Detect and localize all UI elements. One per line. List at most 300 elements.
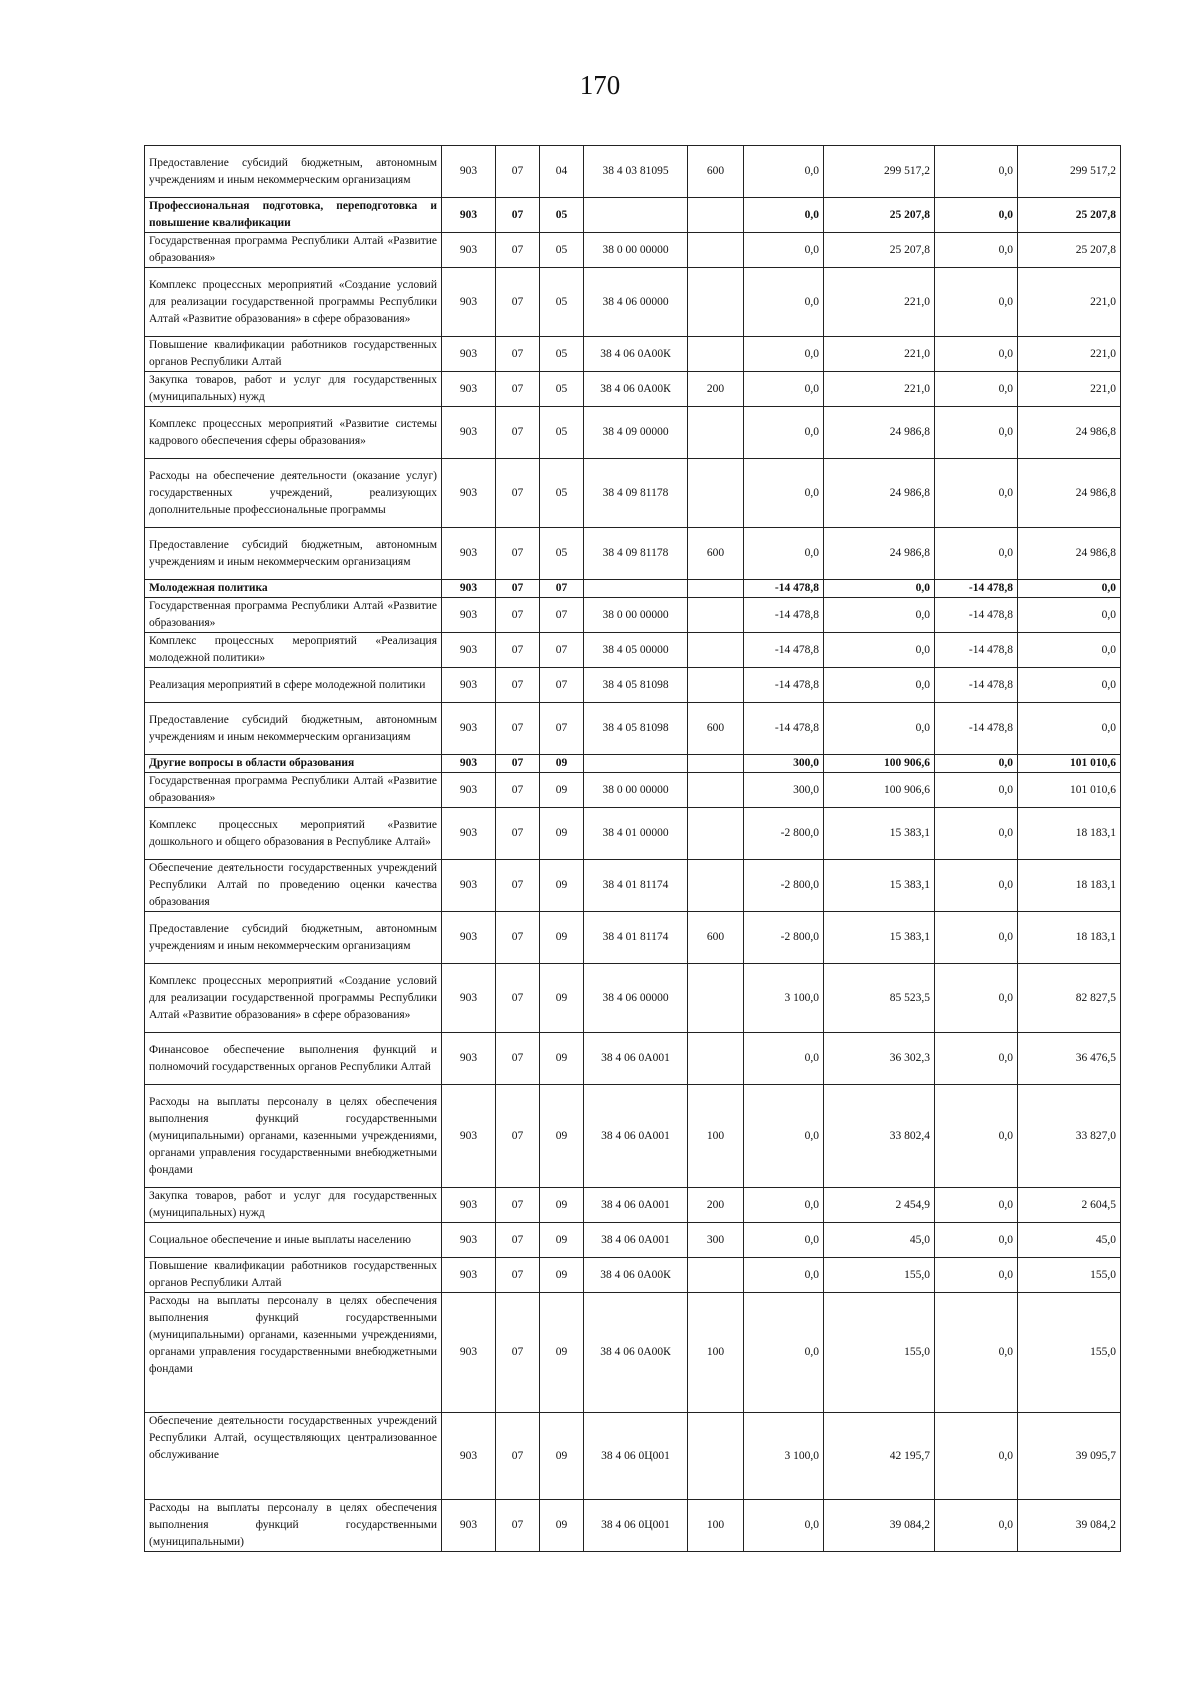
cell-subsection: 05 bbox=[540, 337, 584, 372]
cell-name: Повышение квалификации работников государственных органов Республики Алтай bbox=[145, 337, 442, 372]
cell-amount-2: 2 454,9 bbox=[824, 1188, 935, 1223]
cell-target-article: 38 4 06 0А001 bbox=[584, 1188, 688, 1223]
cell-expense-type bbox=[688, 808, 744, 860]
cell-expense-type: 600 bbox=[688, 703, 744, 755]
cell-target-article bbox=[584, 198, 688, 233]
cell-amount-4: 18 183,1 bbox=[1018, 912, 1121, 964]
cell-section: 07 bbox=[496, 860, 540, 912]
cell-amount-1: 0,0 bbox=[744, 1188, 824, 1223]
cell-expense-type bbox=[688, 755, 744, 773]
cell-amount-3: 0,0 bbox=[935, 860, 1018, 912]
cell-target-article: 38 4 03 81095 bbox=[584, 146, 688, 198]
cell-grbs-code: 903 bbox=[442, 528, 496, 580]
cell-amount-1: -14 478,8 bbox=[744, 703, 824, 755]
cell-target-article: 38 0 00 00000 bbox=[584, 773, 688, 808]
cell-target-article: 38 4 09 81178 bbox=[584, 528, 688, 580]
cell-amount-1: -14 478,8 bbox=[744, 598, 824, 633]
table-row bbox=[145, 1293, 1121, 1413]
cell-name: Реализация мероприятий в сфере молодежной политики bbox=[145, 668, 442, 703]
cell-amount-1: 0,0 bbox=[744, 1500, 824, 1552]
cell-subsection: 07 bbox=[540, 598, 584, 633]
cell-subsection: 09 bbox=[540, 1413, 584, 1500]
cell-grbs-code: 903 bbox=[442, 860, 496, 912]
cell-amount-1: -2 800,0 bbox=[744, 860, 824, 912]
cell-subsection: 09 bbox=[540, 860, 584, 912]
cell-amount-1: 300,0 bbox=[744, 755, 824, 773]
cell-subsection: 09 bbox=[540, 808, 584, 860]
cell-target-article: 38 4 09 00000 bbox=[584, 407, 688, 459]
cell-name: Комплекс процессных мероприятий «Создание условий для реализации государственной программы Республики Алтай «Развитие образования» в сфере образования» bbox=[145, 268, 442, 337]
cell-target-article: 38 0 00 00000 bbox=[584, 233, 688, 268]
cell-section: 07 bbox=[496, 668, 540, 703]
cell-amount-2: 0,0 bbox=[824, 598, 935, 633]
cell-subsection: 05 bbox=[540, 407, 584, 459]
table-row bbox=[145, 407, 1121, 459]
cell-expense-type bbox=[688, 1033, 744, 1085]
cell-section: 07 bbox=[496, 268, 540, 337]
cell-grbs-code: 903 bbox=[442, 1500, 496, 1552]
cell-amount-4: 39 084,2 bbox=[1018, 1500, 1121, 1552]
cell-amount-1: 0,0 bbox=[744, 1223, 824, 1258]
cell-amount-4: 221,0 bbox=[1018, 372, 1121, 407]
cell-grbs-code: 903 bbox=[442, 580, 496, 598]
cell-amount-4: 155,0 bbox=[1018, 1293, 1121, 1413]
cell-section: 07 bbox=[496, 580, 540, 598]
cell-amount-3: 0,0 bbox=[935, 1085, 1018, 1188]
cell-amount-3: 0,0 bbox=[935, 233, 1018, 268]
cell-section: 07 bbox=[496, 233, 540, 268]
cell-name: Предоставление субсидий бюджетным, автономным учреждениям и иным некоммерческим организациям bbox=[145, 912, 442, 964]
cell-target-article: 38 4 01 81174 bbox=[584, 912, 688, 964]
cell-name: Комплекс процессных мероприятий «Развитие системы кадрового обеспечения сферы образования» bbox=[145, 407, 442, 459]
cell-grbs-code: 903 bbox=[442, 1223, 496, 1258]
cell-name: Профессиональная подготовка, переподготовка и повышение квалификации bbox=[145, 198, 442, 233]
cell-amount-2: 221,0 bbox=[824, 337, 935, 372]
cell-amount-4: 24 986,8 bbox=[1018, 407, 1121, 459]
cell-expense-type: 300 bbox=[688, 1223, 744, 1258]
cell-amount-3: 0,0 bbox=[935, 964, 1018, 1033]
cell-amount-3: 0,0 bbox=[935, 1188, 1018, 1223]
cell-expense-type bbox=[688, 773, 744, 808]
cell-amount-2: 24 986,8 bbox=[824, 407, 935, 459]
cell-expense-type bbox=[688, 964, 744, 1033]
cell-target-article: 38 4 06 0А00К bbox=[584, 337, 688, 372]
cell-amount-2: 221,0 bbox=[824, 372, 935, 407]
cell-amount-3: 0,0 bbox=[935, 268, 1018, 337]
cell-amount-4: 221,0 bbox=[1018, 337, 1121, 372]
cell-section: 07 bbox=[496, 198, 540, 233]
cell-amount-4: 221,0 bbox=[1018, 268, 1121, 337]
cell-name: Расходы на выплаты персоналу в целях обеспечения выполнения функций государственными (муниципальными) bbox=[145, 1500, 442, 1552]
cell-section: 07 bbox=[496, 337, 540, 372]
cell-grbs-code: 903 bbox=[442, 1188, 496, 1223]
cell-expense-type: 600 bbox=[688, 912, 744, 964]
table-row bbox=[145, 459, 1121, 528]
cell-amount-1: 0,0 bbox=[744, 1085, 824, 1188]
cell-target-article: 38 4 06 0А00К bbox=[584, 1258, 688, 1293]
table-row bbox=[145, 372, 1121, 407]
cell-amount-1: -2 800,0 bbox=[744, 912, 824, 964]
cell-expense-type bbox=[688, 633, 744, 668]
cell-section: 07 bbox=[496, 1033, 540, 1085]
cell-target-article: 38 4 01 00000 bbox=[584, 808, 688, 860]
cell-amount-3: 0,0 bbox=[935, 1258, 1018, 1293]
cell-section: 07 bbox=[496, 1413, 540, 1500]
cell-amount-2: 24 986,8 bbox=[824, 459, 935, 528]
table-row bbox=[145, 1223, 1121, 1258]
cell-subsection: 09 bbox=[540, 1258, 584, 1293]
cell-section: 07 bbox=[496, 1258, 540, 1293]
table-row bbox=[145, 268, 1121, 337]
cell-grbs-code: 903 bbox=[442, 146, 496, 198]
cell-section: 07 bbox=[496, 407, 540, 459]
cell-subsection: 09 bbox=[540, 773, 584, 808]
budget-table bbox=[144, 145, 1121, 1552]
cell-amount-4: 33 827,0 bbox=[1018, 1085, 1121, 1188]
cell-amount-4: 36 476,5 bbox=[1018, 1033, 1121, 1085]
cell-section: 07 bbox=[496, 633, 540, 668]
table-row bbox=[145, 1258, 1121, 1293]
cell-amount-3: -14 478,8 bbox=[935, 703, 1018, 755]
table-row bbox=[145, 528, 1121, 580]
cell-amount-1: 3 100,0 bbox=[744, 964, 824, 1033]
cell-amount-4: 2 604,5 bbox=[1018, 1188, 1121, 1223]
cell-expense-type bbox=[688, 459, 744, 528]
cell-grbs-code: 903 bbox=[442, 1413, 496, 1500]
cell-expense-type bbox=[688, 1413, 744, 1500]
cell-amount-3: 0,0 bbox=[935, 146, 1018, 198]
cell-amount-4: 25 207,8 bbox=[1018, 198, 1121, 233]
cell-amount-2: 85 523,5 bbox=[824, 964, 935, 1033]
page-number: 170 bbox=[579, 70, 621, 100]
cell-section: 07 bbox=[496, 372, 540, 407]
cell-amount-1: -14 478,8 bbox=[744, 668, 824, 703]
cell-section: 07 bbox=[496, 598, 540, 633]
cell-name: Закупка товаров, работ и услуг для государственных (муниципальных) нужд bbox=[145, 1188, 442, 1223]
cell-grbs-code: 903 bbox=[442, 964, 496, 1033]
cell-subsection: 09 bbox=[540, 755, 584, 773]
cell-amount-2: 42 195,7 bbox=[824, 1413, 935, 1500]
cell-section: 07 bbox=[496, 964, 540, 1033]
cell-amount-3: -14 478,8 bbox=[935, 668, 1018, 703]
cell-amount-2: 0,0 bbox=[824, 703, 935, 755]
cell-amount-2: 45,0 bbox=[824, 1223, 935, 1258]
cell-subsection: 05 bbox=[540, 459, 584, 528]
cell-name: Обеспечение деятельности государственных учреждений Республики Алтай по проведению оценки качества образования bbox=[145, 860, 442, 912]
cell-amount-2: 155,0 bbox=[824, 1258, 935, 1293]
cell-name: Комплекс процессных мероприятий «Реализация молодежной политики» bbox=[145, 633, 442, 668]
cell-amount-3: 0,0 bbox=[935, 912, 1018, 964]
cell-subsection: 05 bbox=[540, 528, 584, 580]
cell-subsection: 09 bbox=[540, 1223, 584, 1258]
cell-amount-4: 0,0 bbox=[1018, 598, 1121, 633]
cell-amount-2: 25 207,8 bbox=[824, 198, 935, 233]
cell-amount-4: 24 986,8 bbox=[1018, 459, 1121, 528]
cell-grbs-code: 903 bbox=[442, 912, 496, 964]
cell-amount-3: 0,0 bbox=[935, 407, 1018, 459]
cell-amount-4: 25 207,8 bbox=[1018, 233, 1121, 268]
cell-amount-4: 0,0 bbox=[1018, 668, 1121, 703]
cell-amount-3: 0,0 bbox=[935, 1033, 1018, 1085]
cell-amount-2: 39 084,2 bbox=[824, 1500, 935, 1552]
cell-amount-1: 3 100,0 bbox=[744, 1413, 824, 1500]
cell-section: 07 bbox=[496, 1223, 540, 1258]
cell-grbs-code: 903 bbox=[442, 268, 496, 337]
table-row bbox=[145, 337, 1121, 372]
cell-grbs-code: 903 bbox=[442, 337, 496, 372]
cell-expense-type: 100 bbox=[688, 1500, 744, 1552]
table-row bbox=[145, 912, 1121, 964]
cell-name: Расходы на обеспечение деятельности (оказание услуг) государственных учреждений, реализующих дополнительные профессиональные программы bbox=[145, 459, 442, 528]
cell-section: 07 bbox=[496, 459, 540, 528]
cell-name: Молодежная политика bbox=[145, 580, 442, 598]
cell-target-article: 38 4 05 81098 bbox=[584, 668, 688, 703]
cell-amount-2: 155,0 bbox=[824, 1293, 935, 1413]
cell-expense-type: 200 bbox=[688, 1188, 744, 1223]
cell-amount-1: 0,0 bbox=[744, 407, 824, 459]
table-row bbox=[145, 1085, 1121, 1188]
cell-amount-2: 15 383,1 bbox=[824, 912, 935, 964]
table-row bbox=[145, 1413, 1121, 1500]
cell-expense-type: 100 bbox=[688, 1293, 744, 1413]
cell-amount-1: 0,0 bbox=[744, 1258, 824, 1293]
cell-target-article: 38 4 06 0А001 bbox=[584, 1085, 688, 1188]
cell-amount-1: 0,0 bbox=[744, 146, 824, 198]
cell-target-article bbox=[584, 580, 688, 598]
cell-section: 07 bbox=[496, 1500, 540, 1552]
table-row bbox=[145, 755, 1121, 773]
cell-expense-type bbox=[688, 268, 744, 337]
cell-name: Предоставление субсидий бюджетным, автономным учреждениям и иным некоммерческим организациям bbox=[145, 703, 442, 755]
cell-amount-3: 0,0 bbox=[935, 372, 1018, 407]
cell-amount-1: 0,0 bbox=[744, 268, 824, 337]
cell-amount-1: -14 478,8 bbox=[744, 580, 824, 598]
cell-subsection: 09 bbox=[540, 1293, 584, 1413]
cell-target-article bbox=[584, 755, 688, 773]
cell-grbs-code: 903 bbox=[442, 773, 496, 808]
cell-amount-3: -14 478,8 bbox=[935, 580, 1018, 598]
cell-subsection: 05 bbox=[540, 233, 584, 268]
cell-section: 07 bbox=[496, 808, 540, 860]
cell-name: Государственная программа Республики Алтай «Развитие образования» bbox=[145, 233, 442, 268]
cell-section: 07 bbox=[496, 1085, 540, 1188]
cell-subsection: 09 bbox=[540, 912, 584, 964]
table-row bbox=[145, 198, 1121, 233]
cell-target-article: 38 4 06 00000 bbox=[584, 964, 688, 1033]
cell-amount-2: 0,0 bbox=[824, 668, 935, 703]
cell-amount-2: 0,0 bbox=[824, 580, 935, 598]
cell-amount-3: 0,0 bbox=[935, 459, 1018, 528]
cell-target-article: 38 4 06 0Ц001 bbox=[584, 1413, 688, 1500]
cell-section: 07 bbox=[496, 1293, 540, 1413]
cell-expense-type bbox=[688, 860, 744, 912]
cell-target-article: 38 4 06 0А00К bbox=[584, 1293, 688, 1413]
cell-name: Комплекс процессных мероприятий «Развитие дошкольного и общего образования в Республике Алтай» bbox=[145, 808, 442, 860]
cell-grbs-code: 903 bbox=[442, 808, 496, 860]
cell-amount-3: 0,0 bbox=[935, 1500, 1018, 1552]
cell-target-article: 38 4 05 81098 bbox=[584, 703, 688, 755]
cell-name: Социальное обеспечение и иные выплаты населению bbox=[145, 1223, 442, 1258]
cell-amount-2: 299 517,2 bbox=[824, 146, 935, 198]
cell-grbs-code: 903 bbox=[442, 198, 496, 233]
cell-section: 07 bbox=[496, 1188, 540, 1223]
budget-table-body bbox=[145, 146, 1121, 1552]
cell-amount-3: 0,0 bbox=[935, 808, 1018, 860]
cell-amount-4: 0,0 bbox=[1018, 580, 1121, 598]
cell-amount-2: 25 207,8 bbox=[824, 233, 935, 268]
cell-section: 07 bbox=[496, 755, 540, 773]
cell-expense-type bbox=[688, 198, 744, 233]
cell-name: Другие вопросы в области образования bbox=[145, 755, 442, 773]
table-row bbox=[145, 668, 1121, 703]
cell-expense-type bbox=[688, 580, 744, 598]
cell-name: Комплекс процессных мероприятий «Создание условий для реализации государственной программы Республики Алтай «Развитие образования» в сфере образования» bbox=[145, 964, 442, 1033]
cell-grbs-code: 903 bbox=[442, 459, 496, 528]
cell-grbs-code: 903 bbox=[442, 755, 496, 773]
cell-name: Закупка товаров, работ и услуг для государственных (муниципальных) нужд bbox=[145, 372, 442, 407]
cell-amount-3: -14 478,8 bbox=[935, 598, 1018, 633]
cell-amount-1: 0,0 bbox=[744, 337, 824, 372]
cell-amount-1: -14 478,8 bbox=[744, 633, 824, 668]
cell-amount-1: 0,0 bbox=[744, 233, 824, 268]
table-row bbox=[145, 1500, 1121, 1552]
cell-amount-3: 0,0 bbox=[935, 198, 1018, 233]
table-row bbox=[145, 773, 1121, 808]
cell-name: Обеспечение деятельности государственных учреждений Республики Алтай, осуществляющих централизованное обслуживание bbox=[145, 1413, 442, 1500]
table-row bbox=[145, 598, 1121, 633]
cell-amount-4: 0,0 bbox=[1018, 633, 1121, 668]
cell-grbs-code: 903 bbox=[442, 633, 496, 668]
cell-amount-1: 0,0 bbox=[744, 1033, 824, 1085]
cell-amount-2: 15 383,1 bbox=[824, 860, 935, 912]
table-row bbox=[145, 146, 1121, 198]
cell-grbs-code: 903 bbox=[442, 1085, 496, 1188]
cell-grbs-code: 903 bbox=[442, 1033, 496, 1085]
cell-amount-2: 33 802,4 bbox=[824, 1085, 935, 1188]
cell-amount-1: 0,0 bbox=[744, 1293, 824, 1413]
cell-subsection: 09 bbox=[540, 1188, 584, 1223]
cell-subsection: 05 bbox=[540, 372, 584, 407]
cell-amount-1: -2 800,0 bbox=[744, 808, 824, 860]
cell-amount-2: 24 986,8 bbox=[824, 528, 935, 580]
cell-section: 07 bbox=[496, 703, 540, 755]
cell-section: 07 bbox=[496, 146, 540, 198]
cell-name: Повышение квалификации работников государственных органов Республики Алтай bbox=[145, 1258, 442, 1293]
cell-name: Предоставление субсидий бюджетным, автономным учреждениям и иным некоммерческим организациям bbox=[145, 146, 442, 198]
cell-name: Расходы на выплаты персоналу в целях обеспечения выполнения функций государственными (муниципальными) органами, казенными учреждениями, органами управления государственными внебюджетными фондами bbox=[145, 1293, 442, 1413]
cell-amount-3: 0,0 bbox=[935, 337, 1018, 372]
table-row bbox=[145, 233, 1121, 268]
cell-subsection: 07 bbox=[540, 703, 584, 755]
cell-expense-type bbox=[688, 668, 744, 703]
cell-amount-4: 155,0 bbox=[1018, 1258, 1121, 1293]
cell-subsection: 09 bbox=[540, 964, 584, 1033]
cell-grbs-code: 903 bbox=[442, 598, 496, 633]
cell-amount-4: 101 010,6 bbox=[1018, 773, 1121, 808]
cell-target-article: 38 4 06 00000 bbox=[584, 268, 688, 337]
cell-amount-2: 0,0 bbox=[824, 633, 935, 668]
table-row bbox=[145, 1033, 1121, 1085]
cell-name: Финансовое обеспечение выполнения функций и полномочий государственных органов Республики Алтай bbox=[145, 1033, 442, 1085]
cell-expense-type: 600 bbox=[688, 528, 744, 580]
cell-target-article: 38 4 06 0А001 bbox=[584, 1033, 688, 1085]
table-row bbox=[145, 703, 1121, 755]
cell-target-article: 38 4 01 81174 bbox=[584, 860, 688, 912]
cell-amount-4: 39 095,7 bbox=[1018, 1413, 1121, 1500]
cell-target-article: 38 4 06 0А00К bbox=[584, 372, 688, 407]
cell-subsection: 09 bbox=[540, 1500, 584, 1552]
cell-grbs-code: 903 bbox=[442, 1293, 496, 1413]
cell-name: Предоставление субсидий бюджетным, автономным учреждениям и иным некоммерческим организациям bbox=[145, 528, 442, 580]
cell-grbs-code: 903 bbox=[442, 1258, 496, 1293]
cell-amount-2: 221,0 bbox=[824, 268, 935, 337]
cell-amount-4: 101 010,6 bbox=[1018, 755, 1121, 773]
cell-subsection: 05 bbox=[540, 198, 584, 233]
cell-amount-4: 18 183,1 bbox=[1018, 860, 1121, 912]
cell-name: Государственная программа Республики Алтай «Развитие образования» bbox=[145, 598, 442, 633]
cell-expense-type: 100 bbox=[688, 1085, 744, 1188]
cell-target-article: 38 4 06 0Ц001 bbox=[584, 1500, 688, 1552]
cell-target-article: 38 4 09 81178 bbox=[584, 459, 688, 528]
cell-amount-4: 299 517,2 bbox=[1018, 146, 1121, 198]
cell-expense-type: 200 bbox=[688, 372, 744, 407]
cell-amount-4: 18 183,1 bbox=[1018, 808, 1121, 860]
cell-amount-1: 0,0 bbox=[744, 528, 824, 580]
cell-expense-type bbox=[688, 598, 744, 633]
cell-expense-type bbox=[688, 1258, 744, 1293]
cell-section: 07 bbox=[496, 773, 540, 808]
cell-amount-3: 0,0 bbox=[935, 528, 1018, 580]
cell-subsection: 07 bbox=[540, 633, 584, 668]
table-row bbox=[145, 1188, 1121, 1223]
table-row bbox=[145, 808, 1121, 860]
cell-subsection: 04 bbox=[540, 146, 584, 198]
cell-expense-type: 600 bbox=[688, 146, 744, 198]
cell-expense-type bbox=[688, 233, 744, 268]
cell-amount-1: 0,0 bbox=[744, 198, 824, 233]
cell-amount-2: 100 906,6 bbox=[824, 773, 935, 808]
cell-section: 07 bbox=[496, 528, 540, 580]
cell-amount-3: 0,0 bbox=[935, 1293, 1018, 1413]
cell-amount-4: 82 827,5 bbox=[1018, 964, 1121, 1033]
cell-amount-3: 0,0 bbox=[935, 773, 1018, 808]
cell-expense-type bbox=[688, 407, 744, 459]
cell-grbs-code: 903 bbox=[442, 703, 496, 755]
cell-subsection: 09 bbox=[540, 1085, 584, 1188]
cell-amount-4: 45,0 bbox=[1018, 1223, 1121, 1258]
table-row bbox=[145, 860, 1121, 912]
cell-amount-1: 0,0 bbox=[744, 459, 824, 528]
cell-expense-type bbox=[688, 337, 744, 372]
cell-target-article: 38 4 05 00000 bbox=[584, 633, 688, 668]
cell-amount-2: 100 906,6 bbox=[824, 755, 935, 773]
table-row bbox=[145, 633, 1121, 668]
cell-amount-4: 24 986,8 bbox=[1018, 528, 1121, 580]
cell-amount-3: 0,0 bbox=[935, 755, 1018, 773]
cell-subsection: 05 bbox=[540, 268, 584, 337]
cell-subsection: 07 bbox=[540, 580, 584, 598]
cell-target-article: 38 0 00 00000 bbox=[584, 598, 688, 633]
table-row bbox=[145, 964, 1121, 1033]
table-row bbox=[145, 580, 1121, 598]
cell-amount-4: 0,0 bbox=[1018, 703, 1121, 755]
cell-section: 07 bbox=[496, 912, 540, 964]
cell-amount-3: 0,0 bbox=[935, 1223, 1018, 1258]
cell-grbs-code: 903 bbox=[442, 233, 496, 268]
cell-grbs-code: 903 bbox=[442, 668, 496, 703]
cell-amount-1: 300,0 bbox=[744, 773, 824, 808]
cell-amount-2: 15 383,1 bbox=[824, 808, 935, 860]
